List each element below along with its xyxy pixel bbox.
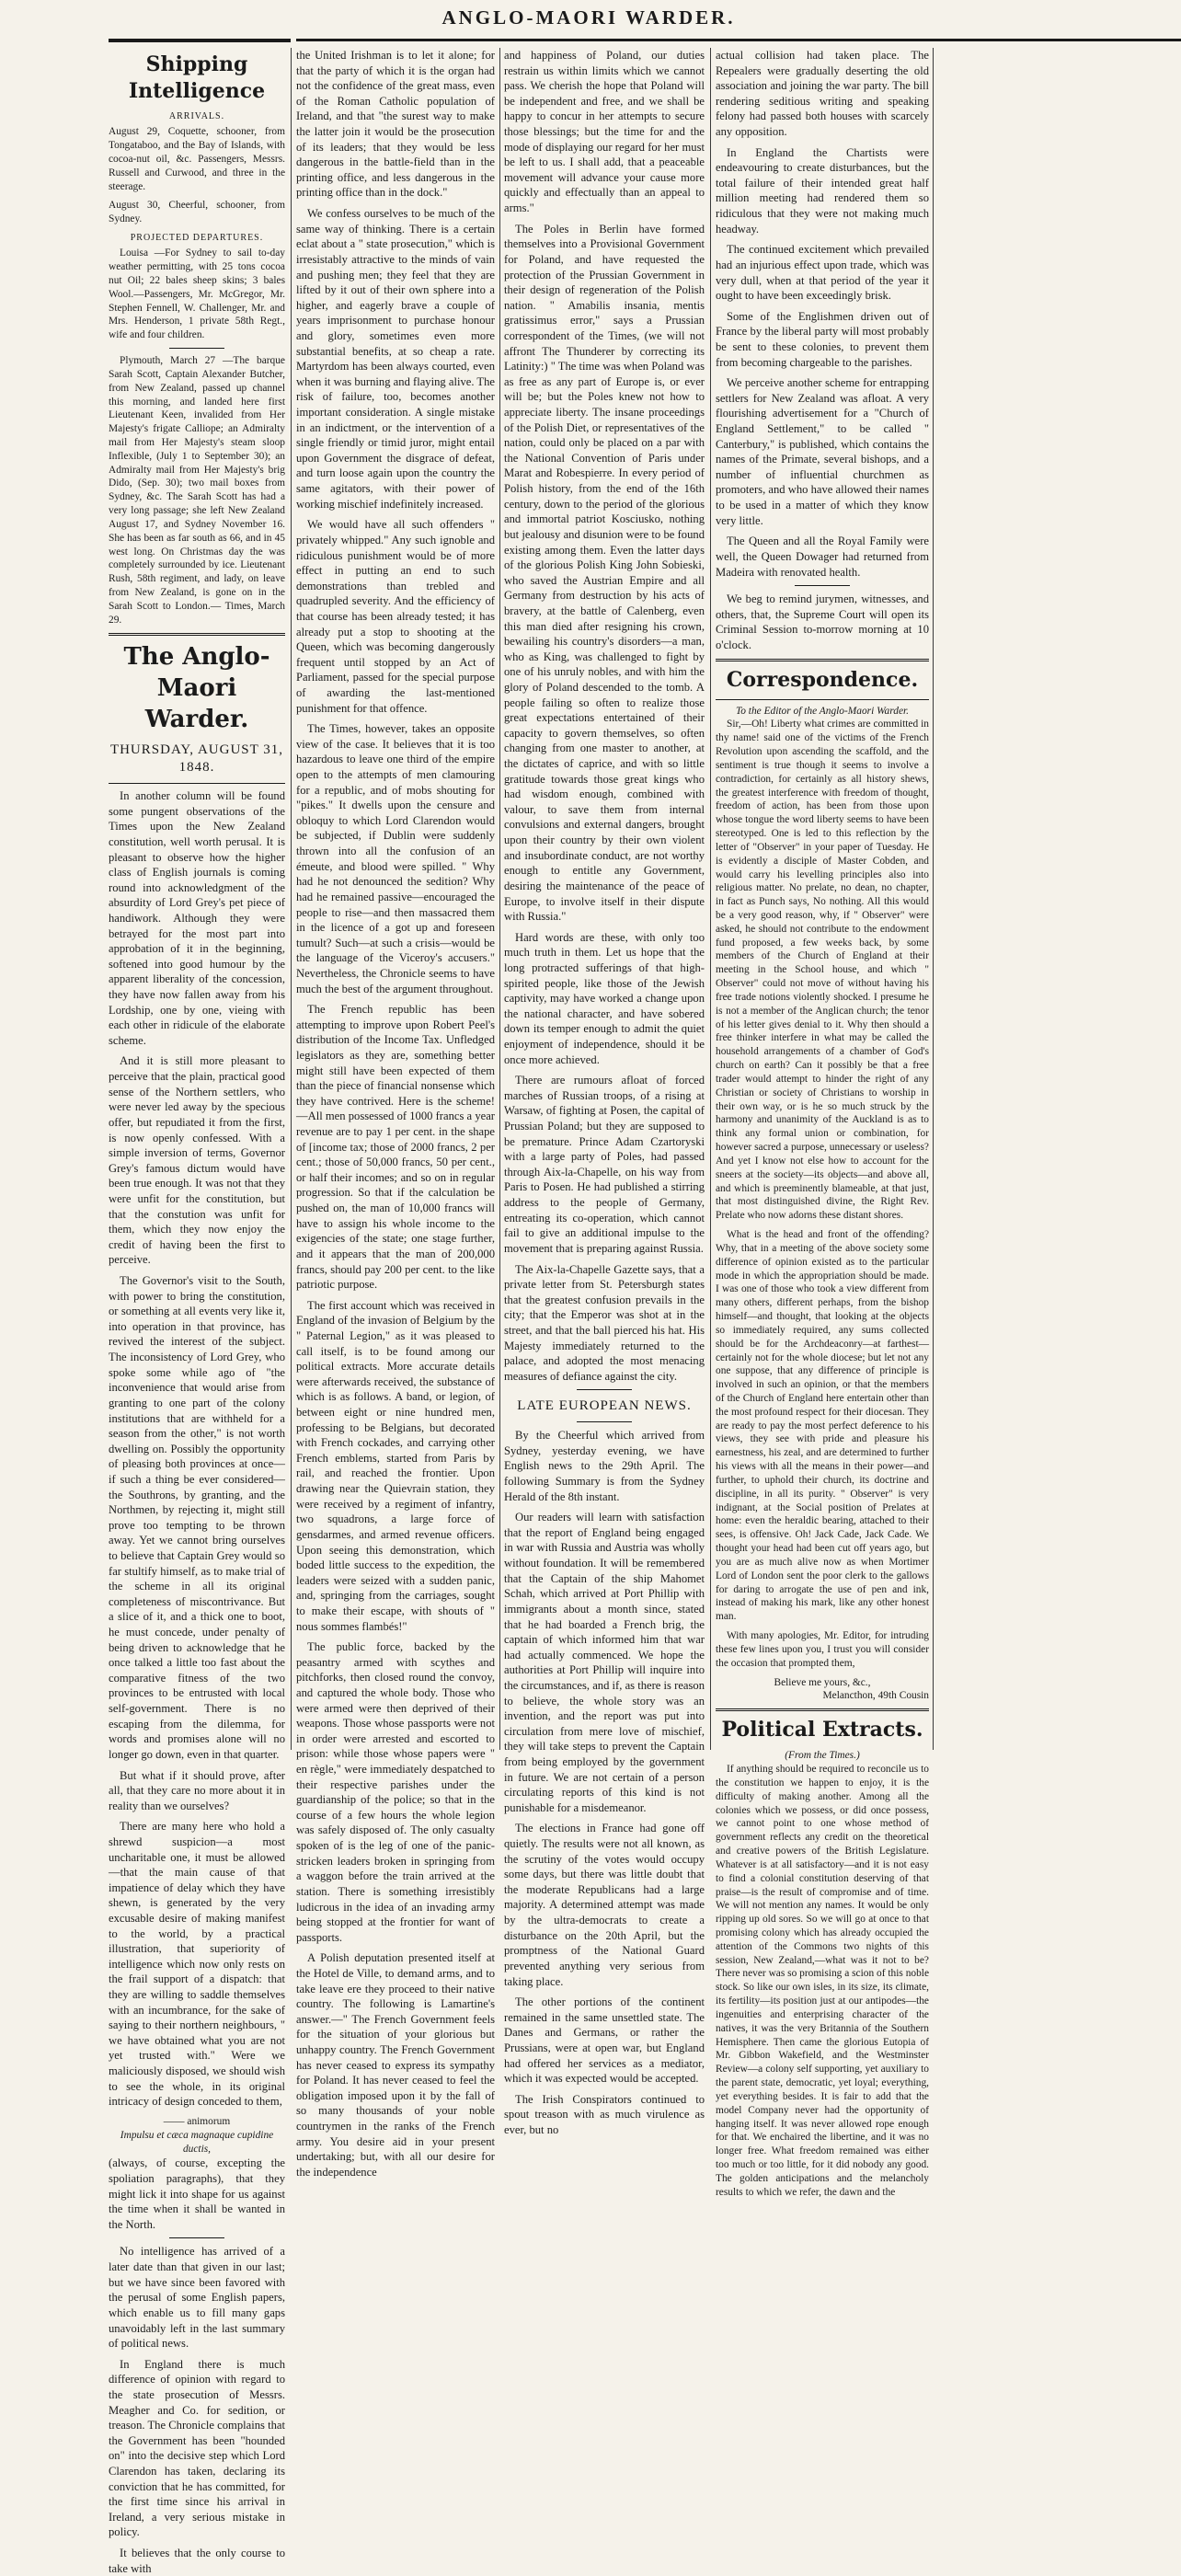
- divider: [169, 2237, 224, 2238]
- editorial-paragraph: But what if it should prove, after all, that they care no more about it in reality than we ourselves?: [109, 1768, 285, 1812]
- news-paragraph: The Queen and all the Royal Family were well, the Queen Dowager had returned from Madeira with renovated health.: [716, 535, 929, 579]
- editorial-paragraph: The French republic has been attempting to improve upon Robert Peel's distribution of the Income Tax. Unfledged legislators as they are, something better might still have been expected of them than the piece of financial nonsense which they have contrived. Here is the scheme!—All men possessed of 1000 francs a year revenue are to pay 1 per cent. in the shape of [income tax; those of 2000 francs, 2 per cent.; those of 50,000 francs, 50 per cent., or half their incomes; and so on in regular progression. So that if the calculation be pushed on, the man of 10,000 francs will have to assign his whole income to the exigencies of the state; one stage further, and it appears that the man of 200,000 francs, should pay 200 per cent. to the like patriotic purpose.: [296, 1003, 495, 1292]
- editorial-paragraph: and happiness of Poland, our duties restrain us within limits which we cannot pass. We cherish the hope that Poland will be independent and free, and we shall be happy to concur in her attempts to secure those blessings; but the time for and the mode of displaying our regard for her must be left to us. I shall add, that a peaceable movement will advance your cause more quickly and effectually than an appeal to arms.": [504, 49, 705, 215]
- court-notice: We beg to remind jurymen, witnesses, and others, that, the Supreme Court will open its Criminal Session to-morrow morning at 10 o'clock.: [716, 592, 929, 651]
- arrival-entry: August 30, Cheerful, schooner, from Sydney.: [109, 200, 285, 225]
- news-paragraph: The continued excitement which prevailed had an injurious effect upon trade, which was very dull, when at that period of the year it ought to have been exceedingly brisk.: [716, 243, 929, 303]
- letter-paragraph: What is the head and front of the offending? Why, that in a meeting of the above society some difference of opinion existed as to the particular mode in which the appropriation should be made. I was one of those who took a view different from many others, different perhaps, from the bishop himself—and thought, that looking at the objects so immediately required, any sums collected should be for the Archdeaconry—at farthest—certainly not for the whole diocese; but let not any one suppose, that any difference of principle is involved in such an opinion, or that the members of the Church of England here entertain other than the most profound respect for their diocesan. They are ready to pay the most perfect deference to his views, they see with pride and pleasure his earnestness, his zeal, and are determined to further his views with all the means in their power—and further, to uphold their church, its doctrine and discipline, in all its purity. " Observer" is very indignant, at the Social position of Prelates at home: even the heraldic bearing, attached to their sees, is offensive. Oh! Jack Cade, Jack Cade. We thought your head had been cut off years ago, but you are as much alive now as when Mortimer Lord of London sent the poor clerk to the gallows for daring to arrogate the use of pen and ink, instead of making his mark, like any other honest man.: [716, 1229, 929, 1623]
- editorial-paragraph: In England there is much difference of opinion with regard to the state prosecution of Messrs. Meagher and Co. for sedition, or treason. The Chronicle complains that the Government has been "hounded on" into the decisive step which Lord Clarendon has taken, declaring its conviction that he has committed, for the first time since his arrival in Ireland, a very serious mistake in policy.: [109, 2357, 285, 2539]
- divider: [577, 1389, 632, 1390]
- divider: [716, 659, 929, 661]
- extract-source: (From the Times.): [785, 1750, 860, 1762]
- masthead-rule-right: [296, 39, 1181, 41]
- editorial-paragraph: Hard words are these, with only too much truth in them. Let us hope that the long protracted sufferings of that high-spirited people, like those of the Jewish captivity, may have worked a change upon the national character, and have sobered down its temper enough to admit the quiet enjoyment of independence, should it be once more achieved.: [504, 930, 705, 1066]
- column-3: [504, 48, 705, 2137]
- divider: [795, 585, 850, 586]
- masthead: ANGLO-MAORI WARDER.: [441, 6, 736, 29]
- column-4: [716, 48, 929, 2198]
- shipping-title: Shipping Intelligence: [128, 52, 266, 104]
- political-extracts-title: Political Extracts.: [721, 1718, 923, 1742]
- editorial-paragraph: A Polish deputation presented itself at the Hotel de Ville, to demand arms, and to take leave ere they proceed to their native country. The following is Lamartine's answer.—" The French Government feels for the situation of your glorious but unhappy country. The French Government has never ceased to express its sympathy for Poland. It has never ceased to feel the obligation imposed upon it by the fall of so many thousands of your noble countrymen in the ranks of the French army. You desire aid in your present undertaking; but, with all our desire for the independence: [296, 1951, 495, 2179]
- letter-paragraph: Sir,—Oh! Liberty what crimes are committed in thy name! said one of the victims of the French Revolution upon ascending the scaffold, and the sentiment is true though it seems to involve a contradiction, for certainly as all history shews, the greatest interference with freedom of thought, freedom of action, has been from those upon whose tongue the word liberty seems to have been stereotyped. One is led to this reflection by the letter of "Observer" in your paper of Tuesday. He is evidently a disciple of Master Cobden, and would carry his levelling principles also into religious matter. No prelate, no dean, no chapter, in fact as Punch says, No nothing. All this would be a very good reason, why, if " Observer" were asked, he should not contribute to the endowment fund proposed, a few weeks back, by some members of the Church of England at their meeting in the School house, and which " Observer" could not move of without having his free trade notions violently shocked. I presume he is not a member of the Anglican church; the tenor of his letter gives denial to it. Why then should a free thinker interfere in what may be called the household arrangements of a chamber of God's church on earth? Can it possibly be that a free trader would attempt to hinder the right of any Christian or society of Christians to worship in their own way, or is he so much struck by the harmony and unanimity of the Auckland is as to think any formal union or combination, for however sacred a purpose, unnecessary or useless? And yet I know not else how to account for the sneers at the society—its objects—and above all, and which is preeminently blameable, at that just, that most distinguished divine, the Right Rev. Prelate who now adorns these distant shores.: [716, 719, 929, 1222]
- editorial-paragraph: In another column will be found some pungent observations of the Times upon the New Zealand constitution, well worth perusal. It is pleasant to observe how the higher class of English journals is coming round into acknowledgment of the absurdity of Lord Grey's pet piece of handiwork. Although they were betrayed for the most part into approbation of it in the beginning, softened into good humour by the apparent liberality of the concession, they have now fallen away from his Lordship, one by one, vieing with each other in ridicule of the elaborate scheme.: [109, 789, 285, 1047]
- editorial-paragraph: It believes that the only course to take with: [109, 2547, 285, 2575]
- editorial-paragraph: The Governor's visit to the South, with power to bring the constitution, or something at all events very like it, into operation in that province, has revived the interest of the subject. The inconsistency of Lord Grey, who spoke some while ago of "the inconvenience that would arise from granting to one part of the colony institutions that are withheld for a season from the other," is not worth dwelling on. Possibly the opportunity of pleasing both provinces at once—if such a thing be ever considered—the Southrons, by granting, and the Northmen, by rejecting it, might still prove too tempting to be thrown away. Yet we cannot bring ourselves to believe that Captain Grey would so far stultify himself, as to make trial of the scheme in all its original completeness of miscontrivance. But a slice of it, and a thick one to boot, he must concede, under penalty of being driven to acknowledge that he once talked a little too fast about the comparative fitness of the two provinces to be entrusted with local self-government. There is no escaping from the dilemma, for words and promises alone will no longer go down, even in that quarter.: [109, 1274, 285, 1761]
- latin-quote-line: —— animorum: [163, 2115, 231, 2127]
- news-paragraph: Our readers will learn with satisfaction that the report of England being engaged in war with Russia and Austria was wholly without foundation. It will be remembered that the Captain of the ship Mahomet Schah, which arrived at Port Phillip with immigrants about a month since, stated that he had boarded a French brig, the captain of which informed him that war had actually commenced. We hope the authorities at Port Phillip will inquire into the circumstances, and if, as there is reason to believe, the whole story was an invention, and the report was put into circulation from mere love of mischief, they will take steps to prevent the Captain from being employed by the government in future. We are not certain of a person circulating reports of this kind is not punishable for a misdemeanor.: [504, 1511, 705, 1814]
- arrivals-heading: ARRIVALS.: [168, 111, 225, 122]
- news-paragraph: The elections in France had gone off quietly. The results were not all known, as the scrutiny of the votes would occupy some days, but there was little doubt that the moderate Republicans had a large majority. A determined attempt was made by the ultra-democrats to create a disturbance on the 20th April, but the promptness of the National Guard prevented anything very serious from taking place.: [504, 1822, 705, 1988]
- column-2: [296, 48, 495, 2179]
- divider: [716, 1708, 929, 1711]
- editorial-paragraph: the United Irishman is to let it alone; for that the party of which it is the organ had not the confidence of the great mass, even of the Roman Catholic population of Ireland, and that "the surest way to make the latter join it would be the prosecution of its leaders; that they would be less dangerous in the battle-field than in the printing office, and less dangerous in the printing office than in the dock.": [296, 49, 495, 200]
- news-paragraph: The Irish Conspirators continued to spout treason with as much virulence as ever, but no: [504, 2092, 705, 2137]
- column-rule: [291, 48, 292, 1750]
- plymouth-report: Plymouth, March 27 —The barque Sarah Scott, Captain Alexander Butcher, from New Zealand, passed up channel this morning, and landed here first Lieutenant Keen, invalided from Her Majesty's frigate Calliope; an Admiralty mail from Her Majesty's steam sloop Inflexible, (July 1 to September 30); an Admiralty mail from Her Majesty's brig Dido, (Sep. 30); two mail boxes from Sydney, &c. The Sarah Scott has had a very long passage; she left New Zealand August 17, and Sydney November 16. She has been as far south as 66, and in 45 west long. On Christmas day the was completely surrounded by ice. Lieutenant Rush, 58th regiment, and lady, on leave from New Zealand, is gone on in the Sarah Scott to London.— Times, March 29.: [109, 355, 285, 626]
- editorial-paragraph: The Poles in Berlin have formed themselves into a Provisional Government for Poland, and have requested the protection of the Prussian Government in their design of regeneration of the Polish nation. " Amabilis insania, mentis gratissimus error," says a Prussian correspondent of the Times, (we will not affront The Thunderer by correcting its Latinity:) " The time was when Poland was as free as any part of Europe is, or ever will be; but the Poles knew not how to appreciate liberty. The insane proceedings of the Polish Diet, or representatives of the nation, could only be placed on a par with the National Convention of Paris under Marat and Robespierre. In every period of Polish history, from the end of the 16th century, down to the period of the glorious and immortal patriot Kosciusko, nothing but jealousy and disunion were to be found existing among them. Even the latter days of the glorious Polish King John Sobieski, who saved the Austrian Empire and all Germany from destruction by his acts of bravery, at the battle of Calenberg, even this man died after resigning his crown, bewailing his country's disorders—a man, who as King, was challenged to fight by one of his unruly nobles, and with him the glory of Poland descended to the tomb. A people failing so often to realize those great expectations entertained of their capacity to govern themselves, so often changing from one master to another, at the dictates of caprice, and with so little gratitude towards those great kings who had wisdom enough, combined with valour, to save them from internal convulsions and external dangers, brought upon their country by their own violent and insubordinate conduct, are not worthy enough to entitle any Government, desiring the maintenance of the peace of Europe, to involve itself in their dispute with Russia.": [504, 222, 705, 924]
- editorial-paragraph: There are many here who hold a shrewd suspicion—a most uncharitable one, it must be allowed—that the main cause of that impatience of delay which they have shewn, is generated by the very excusable desire of making manifest to the world, by a practical illustration, that superiority of intelligence which now only rests on the frail support of a dispatch: that they are willing to saddle themselves with an incumbrance, for the sake of saying to their northern neighbours, " we have obtained what you are not yet trusted with." Were we maliciously disposed, we should wish to see the whole, in its original intricacy of design conceded to them,: [109, 1820, 285, 2109]
- letter-signature: Melancthon, 49th Cousin: [822, 1690, 929, 1702]
- letter-addressee: To the Editor of the Anglo-Maori Warder.: [735, 705, 910, 717]
- column-1: [109, 48, 285, 2575]
- arrival-entry: August 29, Coquette, schooner, from Tongataboo, and the Bay of Islands, with cocoa-nut oil, &c. Passengers, Messrs. Russell and Curwood, and three in the steerage.: [109, 126, 285, 192]
- masthead-rule-left: [109, 39, 291, 42]
- editorial-paragraph: We confess ourselves to be much of the same way of thinking. There is a certain eclat about a " state prosecution," which is irresistably attractive to the minds of vain and pushing men; they feel that they are lifted by it out of their own sphere into a higher, and eagerly brave a couple of years imprisonment to purchase honour and glory, sometimes even more substantial benefits, at so cheap a rate. Martyrdom has been always courted, even when it was burning and flaying alive. The risk of failure, too, becomes another important consideration. A single mistake in an indictment, or the intervention of a single friendly or timid juror, might entail upon Government the disgrace of defeat, and turn loose again upon the country the same agitators, with their power of working mischief indefinitely increased.: [296, 207, 495, 511]
- latin-quote-line: Impulsu et cæca magnaque cupidine ductis,: [120, 2129, 274, 2155]
- paper-title: The Anglo-Maori Warder.: [123, 642, 270, 734]
- correspondence-title: Correspondence.: [726, 667, 919, 692]
- editorial-paragraph: No intelligence has arrived of a later date than that given in our last; but we have since been favored with the perusal of some English papers, which enable us to fill many gaps unavoidably left in the last summary of political news.: [109, 2245, 285, 2351]
- news-paragraph: Some of the Englishmen driven out of France by the liberal party will most probably be sent to these colonies, to prevent them from becoming chargeable to the parishes.: [716, 309, 929, 369]
- news-paragraph: By the Cheerful which arrived from Sydney, yesterday evening, we have English news to the 29th April. The following Summary is from the Sydney Herald of the 8th instant.: [504, 1429, 705, 1503]
- news-paragraph: actual collision had taken place. The Repealers were gradually deserting the old association and joining the war party. The bill rendering seditious writing and speaking felony had passed both houses with scarcely any opposition.: [716, 49, 929, 139]
- editorial-paragraph: There are rumours afloat of forced marches of Russian troops, of a rising at Warsaw, of fighting at Posen, the capital of Prussian Poland; but they are supposed to be premature. Prince Adam Czartoryski with a large party of Poles, had passed through Aix-la-Chapelle, on his way from Paris to Posen. He had published a stirring address to the people of Germany, entreating its co-operation, which cannot fail to give an additional impulse to the movement that is preparing against Russia.: [504, 1074, 705, 1255]
- extract-paragraph: If anything should be required to reconcile us to the constitution we happen to enjoy, it is the difficulty of making another. Among all the colonies which we possess, or did once possess, we cannot point to one whose method of government reflects any credit on the theoretical and creative powers of the British Legislature. Whatever is at all satisfactory—and it is not easy to find a colonial constitution deserving of that praise—is the result of compromise and of time. We will not mention any names. It would be only ripping up old sores. So we will go at once to that promising colony which has already occupied the attention of the Commons two nights of this session, New Zealand,—what was it not to be? There never was so promising a scion of this noble stock. So like our own isles, in its size, its climate, its fertility—its position just at our antipodes—the ingenuities and enterprising character of the natives, it was the very Britannia of the Southern Hemisphere. Then came the glorious Eutopia of Mr. Gibbon Wakefield, and the Westminster Review—a colony self supporting, yet auxiliary to the parent state, democratic, yet loyal; everything, yet everything besides. It is fair to add that the model Company never had the opportunity of hanging itself. It was never allowed rope enough for that. We enchaired the libertine, and it was no longer free. What freedom remained was either too much or too little, for it did nobody any good. The golden anticipations and the melancholy results to which we refer, the dawn and the: [716, 1764, 929, 2198]
- column-5: [936, 48, 1177, 1750]
- column-rule: [710, 48, 711, 1750]
- column-rule: [933, 48, 934, 1750]
- divider: [109, 633, 285, 636]
- departure-entry: Louisa —For Sydney to sail to-day weather permitting, with 25 tons cocoa nut Oil; 22 bales sheep skins; 3 bales Wool.—Passengers, Mr. McGregor, Mr. Stephen Fennell, W. Challenger, Mr. and Mrs. Henderson, 1 private 58th Regt., wife and four children.: [109, 247, 285, 341]
- column-rule: [499, 48, 500, 1750]
- divider: [109, 783, 285, 784]
- editorial-paragraph: And it is still more pleasant to perceive that the plain, practical good sense of the Northern settlers, who were never led away by the specious offer, but repudiated it from the first, is now openly confessed. With a simple inversion of terms, Governor Grey's famous dictum would have been true enough. It was not that they were unfit for the constitution, but that the constution was unfit for them, which they now enjoy the credit of having been the first to perceive.: [109, 1054, 285, 1267]
- editorial-paragraph: The Aix-la-Chapelle Gazette says, that a private letter from St. Petersburgh states that the greatest confusion prevails in the city; that the Emperor was shot at in the street, and that the ball pierced his hat. His Majesty immediately returned to the palace, and adopted the most menacing measures of defiance against the city.: [504, 1262, 705, 1383]
- news-heading: LATE EUROPEAN NEWS.: [517, 1398, 692, 1414]
- news-paragraph: The other portions of the continent remained in the same unsettled state. The Danes and Germans, or rather the Prussians, were at open war, but England had offered her services as a mediator, which it was expected would be accepted.: [504, 1995, 705, 2086]
- editorial-paragraph: The Times, however, takes an opposite view of the case. It believes that it is too hazardous to leave one third of the empire open to the attempts of men clamouring for a republic, and of mobs shouting for "pikes." It dwells upon the censure and obloquy to which Lord Clarendon would be subjected, if Dublin were suddenly thrown into all the confusion of an émeute, and blood were spilled. " Why had he not denounced the sedition? Why had he remained passive—encouraged the people to rise—and then massacred them in the licence of a got up and foreseen tumult? Such—at such a crisis—would be the language of the Viceroy's accusers." Nevertheless, the Chronicle seems to have much the best of the argument throughout.: [296, 722, 495, 995]
- issue-date: THURSDAY, AUGUST 31, 1848.: [109, 742, 284, 776]
- editorial-paragraph: We would have all such offenders " privately whipped." Any such ignoble and ridiculous punishment would be of more effect in putting an end to such demonstrations than trebled and quadrupled severity. And the efficiency of that course has been already tested; it has already put a stop to shooting at the Queen, which was becoming dangerously frequent until stopped by an Act of Parliament, passed for the special purpose of awarding the last-mentioned punishment for that offence.: [296, 518, 495, 715]
- letter-closing: Believe me yours, &c.,: [774, 1676, 871, 1688]
- divider: [577, 1421, 632, 1422]
- editorial-paragraph: The public force, backed by the peasantry armed with scythes and pitchforks, then closed round the convoy, and captured the whole body. Those who were armed were then deprived of their weapons. Those whose passports were not in order were arrested and escorted to prison: while those whose papers were " en règle," were immediately despatched to their respective parishes under the guardianship of the police; so that in the course of a few hours the whole legion was safely disposed of. The only casualty spoken of is the leg of one of the panic-stricken leaders broken in springing from a waggon before the train arrived at the station. There is something irresistibly ludicrous in the idea of an invading army being stopped at the frontier for want of passports.: [296, 1640, 495, 1944]
- divider: [169, 348, 224, 349]
- news-paragraph: In England the Chartists were endeavouring to create disturbances, but the total failure of their intended great half million meeting had rendered them so ridiculous that they were not making much headway.: [716, 145, 929, 236]
- divider: [716, 699, 929, 700]
- news-paragraph: We perceive another scheme for entrapping settlers for New Zealand was afloat. A very flourishing advertisement for a "Church of England Settlement," to be called " Canterbury," is published, which contains the names of the Primate, several bishops, and a number of influential churchmen as promoters, and who have allowed their names to be used in a matter of which they know very little.: [716, 376, 929, 527]
- editorial-paragraph: The first account which was received in England of the invasion of Belgium by the " Paternal Legion," as it was pleased to call itself, is to be found among our political extracts. More accurate details were afterwards received, the substance of which is as follows. A band, or legion, of between eight or nine hundred men, professing to be Belgians, but decorated with French cockades, and carrying other French emblems, started from Paris by rail, and reached the frontier. Upon drawing near the Quievrain station, they were received by a regiment of infantry, two squadrons, a large force of gensdarmes, and armed revenue officers. Upon seeing this demonstration, which boded little success to the expedition, the leaders were seized with a sudden panic, and, springing from the carriages, sought to make their escape, with shouts of " nous sommes flambés!": [296, 1298, 495, 1633]
- letter-paragraph: With many apologies, Mr. Editor, for intruding these few lines upon you, I trust you will consider the occasion that prompted them,: [716, 1630, 929, 1669]
- editorial-paragraph: (always, of course, excepting the spoliation paragraphs), that they might lick it into shape for us against the time when it shall be wanted in the North.: [109, 2156, 285, 2231]
- departures-heading: PROJECTED DEPARTURES.: [130, 233, 264, 244]
